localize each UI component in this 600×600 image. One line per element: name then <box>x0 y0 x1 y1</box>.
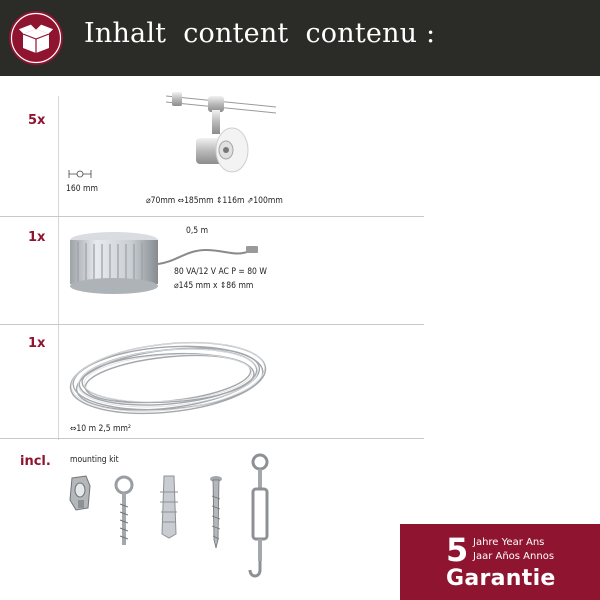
row-divider <box>0 324 424 325</box>
width-dimension-icon <box>67 167 93 181</box>
title-de: Inhalt <box>84 18 167 49</box>
row1-side-dimension: 160 mm <box>66 184 98 194</box>
eye-screw-icon <box>110 474 138 550</box>
guarantee-line1: Jahre Year Ans <box>473 537 545 548</box>
guarantee-badge <box>400 524 600 600</box>
guarantee-line2: Jaar Años Annos <box>473 551 555 562</box>
row4-qty: incl. <box>20 454 51 469</box>
guarantee-word: Garantie <box>446 566 556 591</box>
turnbuckle-icon <box>246 452 274 582</box>
row2-power-spec: 80 VA/12 V AC P = 80 W <box>174 267 267 277</box>
row2-size-spec: ⌀145 mm x ⇕86 mm <box>174 281 254 291</box>
row2-qty: 1x <box>28 230 46 245</box>
column-divider <box>58 96 59 440</box>
cable-coil-image <box>64 332 270 422</box>
wall-plug-icon <box>154 474 184 540</box>
screw-icon <box>206 474 226 550</box>
row3-dimensions: ⇔10 m 2,5 mm² <box>70 424 131 434</box>
row-divider <box>0 216 424 217</box>
header-title <box>84 18 452 49</box>
row1-qty: 5x <box>28 113 46 128</box>
title-en: content <box>183 18 289 49</box>
row2-cable-length: 0,5 m <box>186 226 209 236</box>
header-bar <box>0 0 600 76</box>
guarantee-years: 5 <box>446 531 469 569</box>
cable-clamp-icon <box>66 472 96 514</box>
title-fr: contenu : <box>305 18 436 49</box>
box-contents-icon <box>8 10 64 66</box>
row-divider <box>0 438 424 439</box>
row1-dimensions: ⌀70mm ⇔185mm ⇕116m ⇗100mm <box>146 196 283 206</box>
row4-label: mounting kit <box>70 455 119 465</box>
cable-spotlight-image <box>160 86 280 192</box>
row3-qty: 1x <box>28 336 46 351</box>
